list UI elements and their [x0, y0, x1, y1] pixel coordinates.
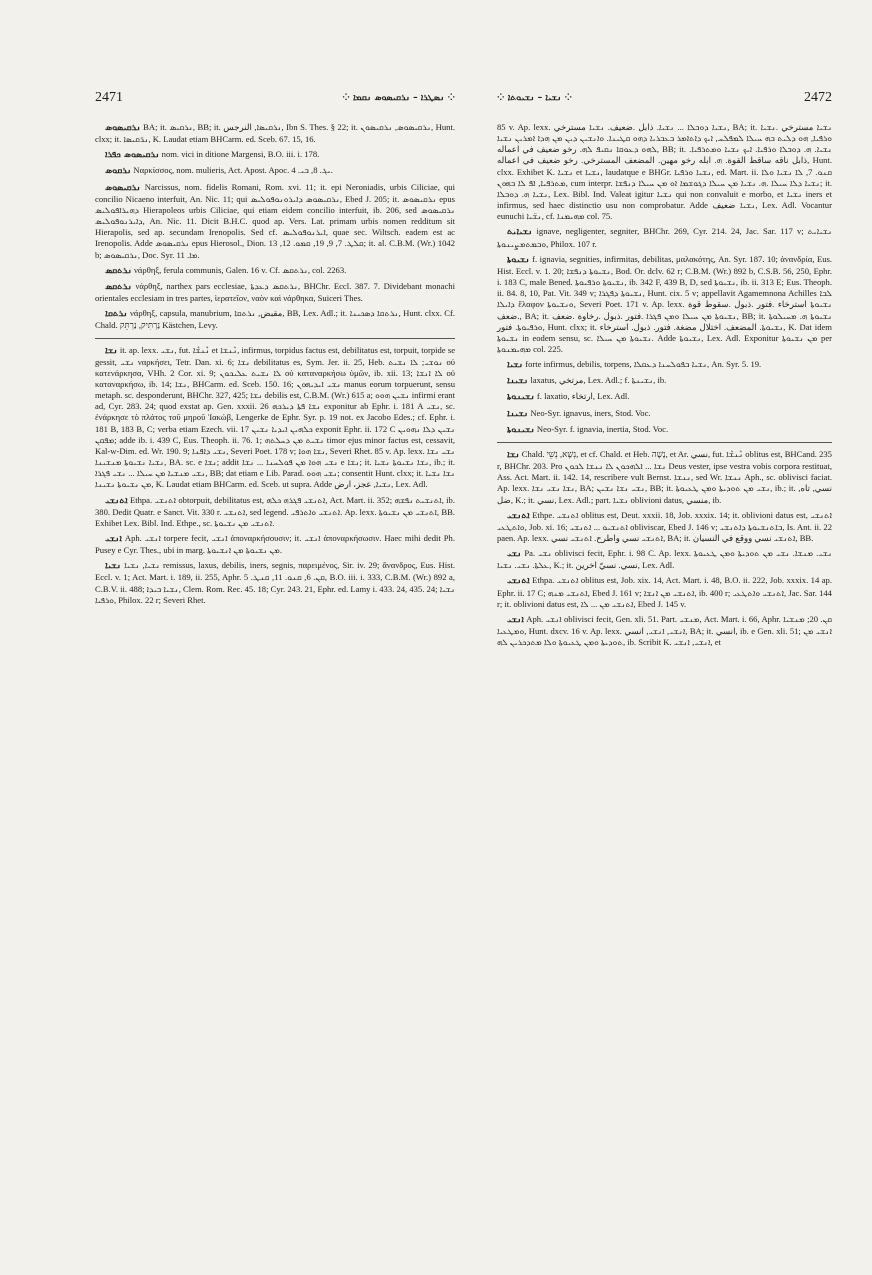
- entry-text: Aph. ܐܢܫܝ torpere fecit, ܐܢܫܝ ἀποναρκήσουσιν; it. ܐܢܫܝ ἀποναρκήσωσιν. Haec mihi dedit Ph. Pusey e Cyr. Thes., ubi in marg. ܡܢ ܢܫܝܘܬܐ ܡܢ ܐܢܫܝܘܬܐ.: [95, 533, 455, 556]
- entry-text: νάρθηξ, capsula, manubrium, مقبض, ܢܪܬܩܐ, BB, Lex. Adl.; it. ܢܪܬܩܐ ܕܣܟܝܢܐ, Hunt. clxx. Cf. Chald. נַרְתִּיק, נַרְתֵּק Kästchen, Levy.: [95, 308, 456, 331]
- entry-text: ignave, negligenter, segniter, BHChr. 269, Cyr. 214. 24, Jac. Sar. 117 v; ܢܫܝܐܝܬ ܘܒܡܬܡܨܝܢܘܬܐ, Philox. 107 r.: [497, 226, 833, 249]
- entry-text: Chald. נְשָׁא, נְשֵׁי, et cf. Chald. et Heb. נָשָׁה, et Ar. نسي, fut. ܢܶܢܫܶܐ oblitus est, BHCand. 235 r, BHChr. 203. Pro ܢܫܐ ... ܐܠܗܟܘܢ ܠܐ ܢܢܫܐ ܠܟܘܢ Deus vester, ipse vestra vobis corpora restituat, Ass. Act. Mart. ii. 142. 14, rescribere vult Bernst. ܢܢܫܐ, sed Wr. ܢܢܫܐ Aph., sc. oblivisci faciat. Ap. lexx. ܢܫܐ ܢܫܝ ܢܫܐ, BA; ܢܫܝ ܢܫܐ ܢܫܝܢ, BB; it. ܢܫܝ ܡܢ ܬܘܕܝܬܐ ܘܡܢ ܛܥܝܘܬܐ, ib.; it. نسي, تاه, ضل, K.; it. نسي, Lex. Adl.; part. ܢܫܝܐ oblivioni datus, منسي, ib.: [497, 448, 832, 505]
- entry-text: it. ap. lexx. ܢܫܝ, fut. ܢܶܢܫܶܐ et ܢܶܢܫܐ, infirmus, torpidus factus est, debilitatus est, torpuit, torpide se gessit, ܢܫܝ ναρκήσει, Tetr. Dan. xi. 6; ܢܫܐ debilitatus es, Sym. Jer. ii. 25, Heb. ܢܘܫܝ; ܠܐ ܢܫܝܬ οὐ κατενάρκησα, VHh. 2 Cor. xi. 9; ܠܐ ܢܫܝܬ ܥܠܝܟܘܢ οὐ καταναρκήσω ὑμῶν, ib. xii. 13; ܠܐ ܐܢܫܐ οὐ καταναρκήσω, ib. 14; ܢܫܐ, BHCarm. ed. Sceb. 150. 16; ܢܫܝ ܐܝܕܝܗܘܢ manus eorum torpuerunt, sensu metaph. sc. desponderunt, BHChr. 327, 425; ܢܫܐ debilis est, C.B.M. (Wr.) 615 a; ܢܫܝܢ ܗܘܘ infirmi erant ad, Cyr. 283. 24; quod exstat ap. Gen. xxxii. 26 ܢܫܐ ܦܬܐ ܕܝܪܟܗ exponitur ab Ephr. i. 181 A ܢܫܝ, sc. ἐνάρκησε τὸ πλάτος τοῦ μηροῦ Ἰακώβ, Lengerke de Ephr. Syr. p. 19 not. ex Jacobo Edes.; cf. Ephr. i. 181 B, 183 B, C; verba etiam Ezech. vii. 17 ܟܠܗܝܢ ܐܝܕܝܐ ܢܫܝܢ exponit Ephr. ii. 172 C ܢܫܝܢ ܕܠܐ ܢܗܘܝܢ ܡܦܩܢ; adde ib. i. 439 C, Eus. Theoph. ii. 76. 1; ܢܫܝܬ ܡܢ ܕܚܠܬܗ timor ejus minor factus est, cessavit, Kal-w-Dim. ed. Wr. 190. 9; ܢܫܝ ܕܐܦܢܐ, Severi Poet. 178 v; ܢܫܐ ܗܘܐ, Severi Rhet. 85 v. Ap. lexx. ܢܫܝ ܢܫܐ ܢܫܝܐ ܢܫܝܘܬܐ ܡܢܫܝܢܐ, BA. sc. e ܢܫܐ; addit ܢܫܝ ܗܘܐ ܡܢ ܦܘܠܚܢܐ ... ܢܫܐ e ܢܫܐ; it. ܢܫܐ ܢܫܝܘܬܐ ܢܫܝܐ, ib.; it. ܢܫܝ ܡܢܫܝܐ ܡܢ ܚܝܠܐ ... ܢܫܝ ܦܓܪܐ, BB; dat etiam e Lib. Parad. ܢܫܝ ܗܘܘ; consentit Hunt. clxx; it. ܢܫܐ ܢܫܝܐ ܡܢ ܢܫܝܘܬܐ ܢܫܝܢܐ, K. Laudat etiam BHCarm. ed. Sceb. ut supra. Adde ܢܫܝܐ, عجز، ارض, Lex. Adl.: [95, 344, 456, 490]
- entry-text: Narcissus, nom. fidelis Romani, Rom. xvi. 11; it. epi Neroniadis, urbis Ciliciae, qui concilio Nicaeno interfuit, An. Nic. 11; qui ܢܪܩܝܣܘܣ ܕܐܝܪܘܢܘܦܘܠܝܣ, Ebed J. 205; it. ܢܪܩܝܣܘܣ epus ܕܗܝܪܐܦܘܠܝܣ Hierapoleos urbis Ciliciae, qui etiam eidem concilio interfuit, ib. 206, sed ܢܪܩܝܣܘܣ ܕܐܝܪܢܘܦܘܠܝܣ, An. Nic. 11. Dicit B.H.C. quod ap. Vers. Lat. primam urbis nomen redditum sit Hierapolis, sed ap. secundam Irenopolis. Sed cf. ܐܝܪܢܘܦܘܠܝܣ, quae sec. Wiltsch. eadem est ac Irenopolis. Adde ܢܪܩܝܣܘܣ epus Hierosol., Dion. ܩܠܛ. 7, 9, 19, ܩܡܘ. 12, 13; it. al. C.B.M. (Wr.) 1042 b; ܢܪܩܝܣܘܣ, Doc. Syr. ܡܐ. 11.: [95, 181, 456, 260]
- left-upper-entries: [95, 122, 455, 332]
- left-page-number: 2471: [95, 90, 123, 105]
- dictionary-entry: [95, 149, 455, 161]
- entry-headword: ܐܬܢܫܝ: [105, 495, 128, 506]
- dictionary-entry: [497, 408, 832, 420]
- entry-headword: ܢܫܝܢܐ: [507, 376, 529, 387]
- entry-text: f. ignavia, segnities, infirmitas, debilitas, μαλακότης, An. Syr. 187. 10; ἀνανδρία, Eus. Hist. Eccl. v. 1. 20; ܢܫܝܘܬܐ ܕܢܦܫܐ, Bod. Or. dclv. 62 r; C.B.M. (Wr.) 892 b, C.S.B. 56, 250, Ephr. i. 183 C, male Bened. ܢܫܝܘܬܐ ܘܪܦܝܘܬܐ, ib. 342 F, 439 B, D, sed ܢܫܝܘܬܐ, ib. ii. 313 E; Eus. Theoph. ii. 84. 8, 10, Pat. Vit. 349 v; ܢܫܝܘܬܐ ܕܦܓܪܐ, Hunt. cix. 5 v; appellavit Agamemnona Achilles ܠܒܐ ܕܐܝܠܐ ἔλαφον ܘܢܫܝܘܬܐ, Severi Poet. 171 v. Ap. lexx. ܢܫܝܘܬܐ استرخاء .فتور .ذبول .سقوط قوة .ضعف, BA; it. ܢܫܝܘܬܐ ܡܢ ܚܝܠܐ ܘܡܢ ܦܓܪܐ .فتور .ذبول .رخاوة .ضعف, BB; it. ܢܫܝܘܬܐ ܗ. ܡܚܝܠܘܬܐ ܘܪܦܝܘܬܐ. فتور, Hunt. clxx; it. ܢܫܝܘܬܐ. المضعف. اختلال مضغة. فتور. ذبول. استرخاء, K. Dat idem ܢܫܝܘܬܐ in eodem sensu, sc. ܢܫܝܘܬܐ ܡܢ ܚܝܠܐ. Adde ܢܫܝܘܬܐ, Lex. Adl. Exponitur ܡܢ ܢܫܝܘܬܐ per ܡܗܝܡܢܘܬܐ col. 225.: [497, 253, 833, 354]
- entry-headword: ܢܪܩܝܣܘܣ: [105, 123, 141, 133]
- entry-text: Ναρκίσσος, nom. mulieris, Act. Apost. Apoc. ܝܓ. 8, ܒܝ. 4.: [133, 165, 333, 176]
- dictionary-entry: [497, 226, 832, 249]
- entry-headword: ܢܪܬܩܣ: [105, 265, 132, 276]
- entry-text: νάρθηξ, ferula communis, Galen. 16 v. Cf. ܢܪܬܩܣ, col. 2263.: [134, 264, 347, 275]
- section-divider: [497, 442, 832, 443]
- dictionary-entry: [497, 575, 832, 609]
- entry-text: Ethpa. ܐܬܢܫܝ obtorpuit, debilitatus est, ܐܬܢܫܝ ܦܓܪܗ ܟܠܗ, Act. Mart. ii. 352; ܐܬܢܫܝܬ ܢܦܫܗ, ib. 380. Dedit Quatr. e Sanct. Vit. 330 r. ܐܬܢܫܝ, sed legend. ܐܬܢܫܝ ܘܐܬܪܦܝ. Ap. lexx. ܐܬܢܫܝ ܡܢ ܢܫܝܘܬܐ, BB. Exhibet Lex. Bibl. Ind. Ethpe., sc. ܐܬܢܫܝ ܡܢ ܢܫܝܘܬܐ.: [95, 494, 455, 528]
- left-column: [95, 122, 455, 610]
- entry-headword: ܢܪܬܩܣ: [105, 281, 132, 292]
- entry-text: νάρθηξ, narthex pars ecclesiae, ܢܪܬܩܣ ܕܥܕܬܐ, BHChr. Eccl. 387. 7. Dividebant monachi orientales ecclesiam in tres partes, ἱερατεῖον, ναὸν καὶ νάρθηκα, Suiceri Thes.: [95, 280, 455, 304]
- dictionary-entry: [95, 308, 455, 331]
- dictionary-entry: [497, 254, 832, 355]
- entry-headword: ܢܫܝܐ: [105, 561, 122, 572]
- entry-text: Neo-Syr. f. ignavia, inertia, Stod. Voc.: [536, 423, 669, 434]
- right-page-number: 2472: [804, 90, 832, 105]
- entry-text: f. laxatio, ارتخاء, Lex. Adl.: [536, 391, 630, 402]
- dictionary-entry: [497, 510, 832, 544]
- dictionary-entry: [497, 122, 832, 222]
- dictionary-entry: [497, 359, 832, 371]
- entry-text: Ethpe. ܐܬܢܫܝ oblitus est, Deut. xxxii. 18, Job. xxxix. 14; it. oblivioni datus est, ܐܬܢܫܝ ܘܐܬܛܥܝ, Job. xi. 16; ܐܬܢܫܝܘ ... ܐܬܢܫܝ obliviscar, Ebed J. 146 v; ܒܐܬܢܫܝܘܬܐ ܕܐܬܢܫܝ, Is. Ant. ii. 22 paen. Ap. lexx. ܐܬܢܫܝ نسي واطرح. ܐܬܢܫܝ نسي, BA; it. ܐܬܢܫܝ نسي ووقع في النسيان, BB.: [497, 509, 832, 543]
- dictionary-entry: [95, 533, 455, 556]
- dictionary-entry: [95, 122, 455, 145]
- entry-headword: ܢܫܝܐܝܬ: [507, 227, 533, 238]
- entry-headword: ܢܫܝ: [507, 549, 522, 560]
- dictionary-entry: [497, 391, 832, 403]
- dictionary-entry: [497, 449, 832, 506]
- dictionary-entry: [95, 265, 455, 277]
- entry-headword: ܐܢܫܝ: [507, 614, 524, 625]
- entry-text: 85 v. Ap. lexx. ܢܫܝܐ ܕܘܒܠܐ ... ܢܫܝܐ. ذابل .ضعيف. ܢܫܝܐ مسترخي, BA; it. ܢܫܝܐ مسترخي .ܢܫܝܐ ܘܪܦܝܐ, ܗܘ ܕܠܝܬ ܒܗ ܚܝܠܐ ܠܡܦܠܚ, ܐܝܟ ܕܐܬܐܡܪ ܒܥܒܪܝܐ ܕܗܘ ܩܛܝܢܐ. ܘܐܢܫܝܢ ܕܝܢ ܡܢ ܗܕܐ ܐܡܪܝܢ ܢܫܝܐ ܠܗܘ ܕܥܘܩܐ ܢܩܝܦ ܠܗ. رخو ضعيف في اعماله, BB; it. ܢܫܝܐ. ܗ. ܕܘܒܠܐ ܘܪܦܝܐ. ܐܝܟ ܢܫܝܐ ܘܡܬܪܦܝܐ. ذابل ناقه ساقط القوة. ܗ. ابله رخو مهين. المضعف المسترخي. رخو ضعيف في اعماله, Hunt. clxx. Exhibet K. ܢܫܝܐ et ܢܫܝܐ, laudatque e BHGr. ܢܫܝܐ ܘܪܦܝܐ, ed. Mart. ii. ܩܢܘ. 7, ܠܐ ܢܫܝܐ ܘܠܐ ܡܬܪܦܝܐ, ܐܦ ܠܐ ܒܗܘܢ, cum interpr. ܢܫܝܐ ܕܠܐ ܚܝܠܐ .ܗ. ܢܫܝܐ ܡܢ ܚܝܠܐ ܕܓܘܫܡܐ ܐܘ ܡܢ ܚܝܠܐ ܕܢܦܫܐ; it. ܢܫܝܐ ܗ. ܕܘܒܠܐ, Lex. Bibl. Ind. Valeat igitur ܢܫܝܐ qui non convaluit e morbo, et ܢܫܝܐ iners et infirmus, sed haec distinctio usu non comprobatur. Adde ܢܫܝܐ ضعيف, Lex. Adl. Vocantur eunuchi ܢܫ̈ܝܐ, cf. ܡܗܝܡܢܐ col. 75.: [497, 122, 833, 222]
- entry-text: ܢܫܝܐ, ܢܫܝܐ remissus, laxus, debilis, iners, segnis, παρειμένος, Sir. iv. 29; ἄνανδρος, Eus. Hist. Eccl. v. 1; Act. Mart. i. 189, ii. 255, Aphr. ܩܢ. 6, ܩܢܘ. 11, ܩܢܛ. 5, B.O. iii. i. 333, C.B.M. (Wr.) 892 a, C.B.V. ii. 488; ܢܫܝܐ ܒܝܕܐ, Clem. Rom. Rec. 45. 18; Cyr. 243. 21, Ephr. ed. Lamy i. 433. 24, 435. 24; ܢܫܝܐ ܘܪܦܝܐ, Philox. 22 r; Severi Rhet.: [95, 560, 456, 605]
- running-header: [95, 88, 832, 108]
- entry-headword: ܢܫܝܐ: [507, 360, 524, 371]
- right-column: [497, 122, 832, 652]
- entry-headword: ܢܪܩܝܣܘܣ: [105, 182, 141, 193]
- dictionary-entry: [95, 182, 455, 261]
- entry-text: Ethpa. ܐܬܢܫܝ oblitus est, Job. xix. 14, Act. Mart. i. 48, B.O. ii. 222, Job. xxxix. 14 ap. Ephr. ii. 17 C; ܐܬܢܫܝ ܡܢܗ, Ebed J. 161 v; ܐܬܢܫܝ ܡܢ ܐܢܫܐ, ib. 400 r; ܐܬܢܫܝ ܘܐܬܛܥܝ, Jac. Sar. 144 r; it. oblivioni datus est, ܐܬܢܫܝ ܡܢ ... ܠܐ, Ebed J. 145 v.: [497, 575, 832, 609]
- right-running-title: ⁘ ܢܫܝܐ – ܢܫܝܘܬܐ ⁘: [497, 93, 572, 103]
- entry-text: nom. vici in ditione Margensi, B.O. iii. i. 178.: [161, 149, 320, 160]
- entry-headword: ܐܢܫܝ: [105, 534, 122, 544]
- left-header: [95, 90, 455, 106]
- entry-text: Pa. ܢܫܝ oblivisci fecit, Ephr. i. 98 C. Ap. lexx. ܢܫܝ. ܡܢܫܐ. ܢܫܝ ܡܢ ܬܘܕܝܬܐ ܘܡܢ ܛܥܝܘܬܐ ܥܠܬܐ. ܢܫܝ. ܢܫܝܐ, K.; it. نسي. نسيّ اخرين, Lex. Adl.: [497, 548, 832, 571]
- dictionary-entry: [95, 345, 455, 491]
- right-upper-entries: [497, 122, 832, 436]
- dictionary-entry: [95, 560, 455, 606]
- entry-text: laxatus, مرتخي, Lex. Adl.; f. ܢܫܝܢܬܐ, ib.: [530, 375, 667, 386]
- dictionary-entry: [497, 424, 832, 436]
- entry-headword: ܢܪܩܝܣܘܣ ܟܦܪܐ: [105, 150, 160, 161]
- left-running-title: ⁘ ܢܣܛܪܐ – ܢܪܩܝܣܘܣ ܢܩܡܐ ⁘: [342, 93, 455, 103]
- entry-headword: ܢܪܩܘܣ: [105, 166, 132, 177]
- entry-headword: ܢܫܝܢܘܬܐ: [507, 392, 535, 403]
- dictionary-entry: [95, 495, 455, 529]
- section-divider: [95, 338, 455, 339]
- entry-headword: ܢܫܐ: [105, 345, 118, 356]
- entry-text: forte infirmus, debilis, torpens, ܢܫܝܐ ܒܦܘܠܚܢܐ ܕܥܩܠܐ, An. Syr. 5. 19.: [525, 359, 762, 370]
- entry-text: Aph. ܐܢܫܝ oblivisci fecit, Gen. xli. 51. Part. ܡܢܫܝ, Act. Mart. i. 66, Aphr. ܩܢ. 20; ܡܢܫܝܐ ܘܡܛܥܝܐ, Hunt. dxcv. 16 v. Ap. lexx. ܐܢܫܝ, ܐܢܫܝ, انسي, BA; it. انسي, ib. e Gen. xli. 51; ܐܢܫܝ ܡܢ ܬܘܕܝܬܐ ܘܡܢ ܛܥܝܘܬܐ ܘܠܐ ܡܬܕܟܪܝܢ ܠܗ, ib. Scribit K. ܐܢܫܝ, ܐܢܫܝ, et: [497, 613, 833, 648]
- entry-headword: ܐܬܢܫܝ: [507, 510, 530, 521]
- right-lower-entries: [497, 449, 832, 649]
- dictionary-entry: [95, 165, 455, 177]
- dictionary-entry: [497, 614, 832, 648]
- left-lower-entries: [95, 345, 455, 606]
- entry-text: Neo-Syr. ignavus, iners, Stod. Voc.: [530, 407, 651, 418]
- entry-headword: ܢܫܝܢܘܬܐ: [507, 424, 535, 435]
- entry-headword: ܢܫܝܢܐ: [507, 408, 529, 419]
- entry-headword: ܐܬܢܫܝ: [507, 576, 530, 587]
- entry-headword: ܢܫܝܘܬܐ: [507, 254, 530, 265]
- right-header: [497, 90, 832, 106]
- dictionary-entry: [497, 548, 832, 571]
- entry-text: BA; it. ܢܪܩܝܣ, BB; it. ܢܪܩܝܣܐ, النرجس, Ibn S. Thes. § 22; it. ܢܪܩܝܣܘܣ, ܢܪܩܝܣܘܢ, Hunt. clxx; it. ܢܪ̈ܩܝܣܐ, K. Laudat etiam BHCarm. ed. Sceb. 67. 15, 16.: [95, 122, 455, 145]
- dictionary-entry: [95, 281, 455, 304]
- entry-headword: ܢܪܬܩܐ: [105, 309, 128, 320]
- dictionary-entry: [497, 375, 832, 387]
- entry-headword: ܢܫܐ: [507, 449, 520, 460]
